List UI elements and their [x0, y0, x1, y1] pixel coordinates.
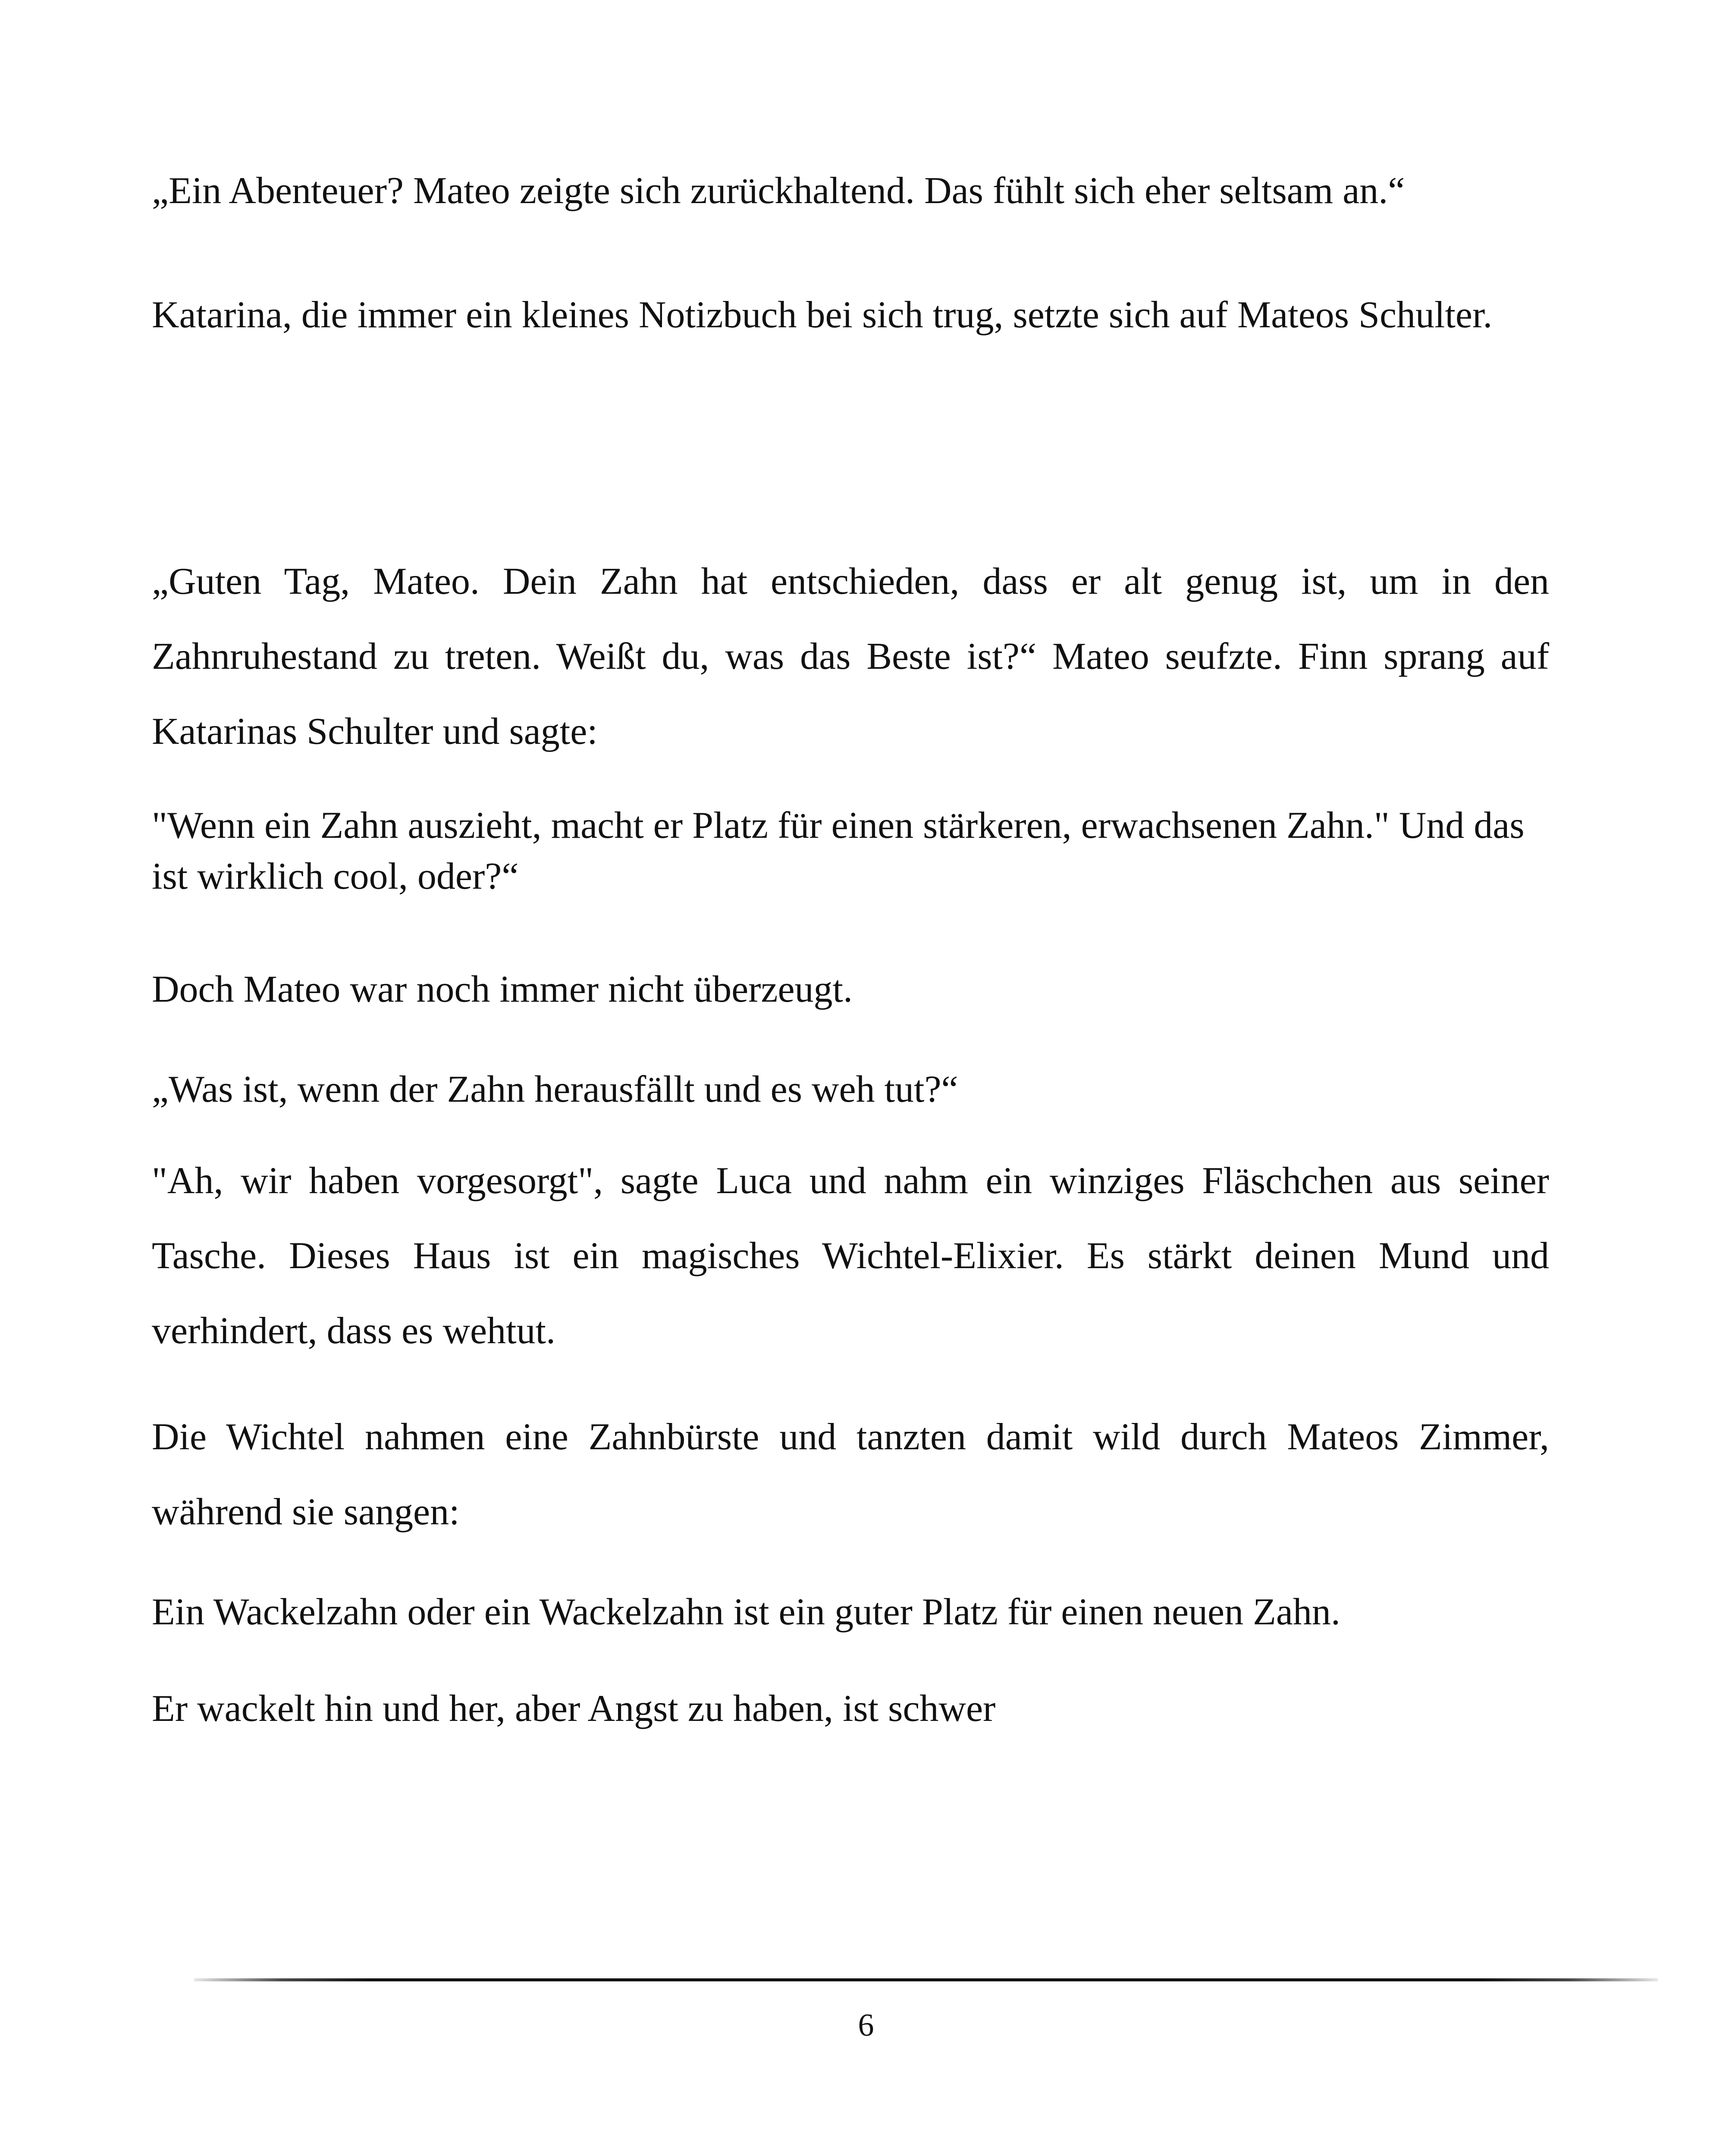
paragraph-7: "Ah, wir haben vorgesorgt", sagte Luca und nahm ein winziges Fläschchen aus seiner Tasche. Dieses Haus ist ein magisches Wichtel-Elixier. Es stärkt deinen Mund und verhindert, dass es wehtut.	[152, 1160, 1549, 1352]
paragraph-10: Er wackelt hin und her, aber Angst zu haben, ist schwer	[152, 1688, 996, 1730]
paragraph-2: Katarina, die immer ein kleines Notizbuch bei sich trug, setzte sich auf Mateos Schulter.	[152, 294, 1493, 336]
footer-divider	[194, 1978, 1658, 1981]
paragraph-6: „Was ist, wenn der Zahn herausfällt und es weh tut?“	[152, 1069, 958, 1110]
paragraph-1: „Ein Abenteuer? Mateo zeigte sich zurückhaltend. Das fühlt sich eher seltsam an.“	[152, 170, 1405, 212]
paragraph-5: Doch Mateo war noch immer nicht überzeugt.	[152, 968, 853, 1010]
paragraph-8: Die Wichtel nahmen eine Zahnbürste und tanzten damit wild durch Mateos Zimmer, während sie sangen:	[152, 1416, 1549, 1533]
paragraph-9: Ein Wackelzahn oder ein Wackelzahn ist ein guter Platz für einen neuen Zahn.	[152, 1591, 1340, 1633]
paragraph-4: "Wenn ein Zahn auszieht, macht er Platz für einen stärkeren, erwachsenen Zahn." Und das ist wirklich cool, oder?“	[152, 805, 1525, 897]
paragraph-3: „Guten Tag, Mateo. Dein Zahn hat entschieden, dass er alt genug ist, um in den Zahnruhestand zu treten. Weißt du, was das Beste ist?“ Mateo seufzte. Finn sprang auf Katarinas Schulter und sagte:	[152, 561, 1549, 752]
page-number: 6	[858, 2008, 874, 2043]
